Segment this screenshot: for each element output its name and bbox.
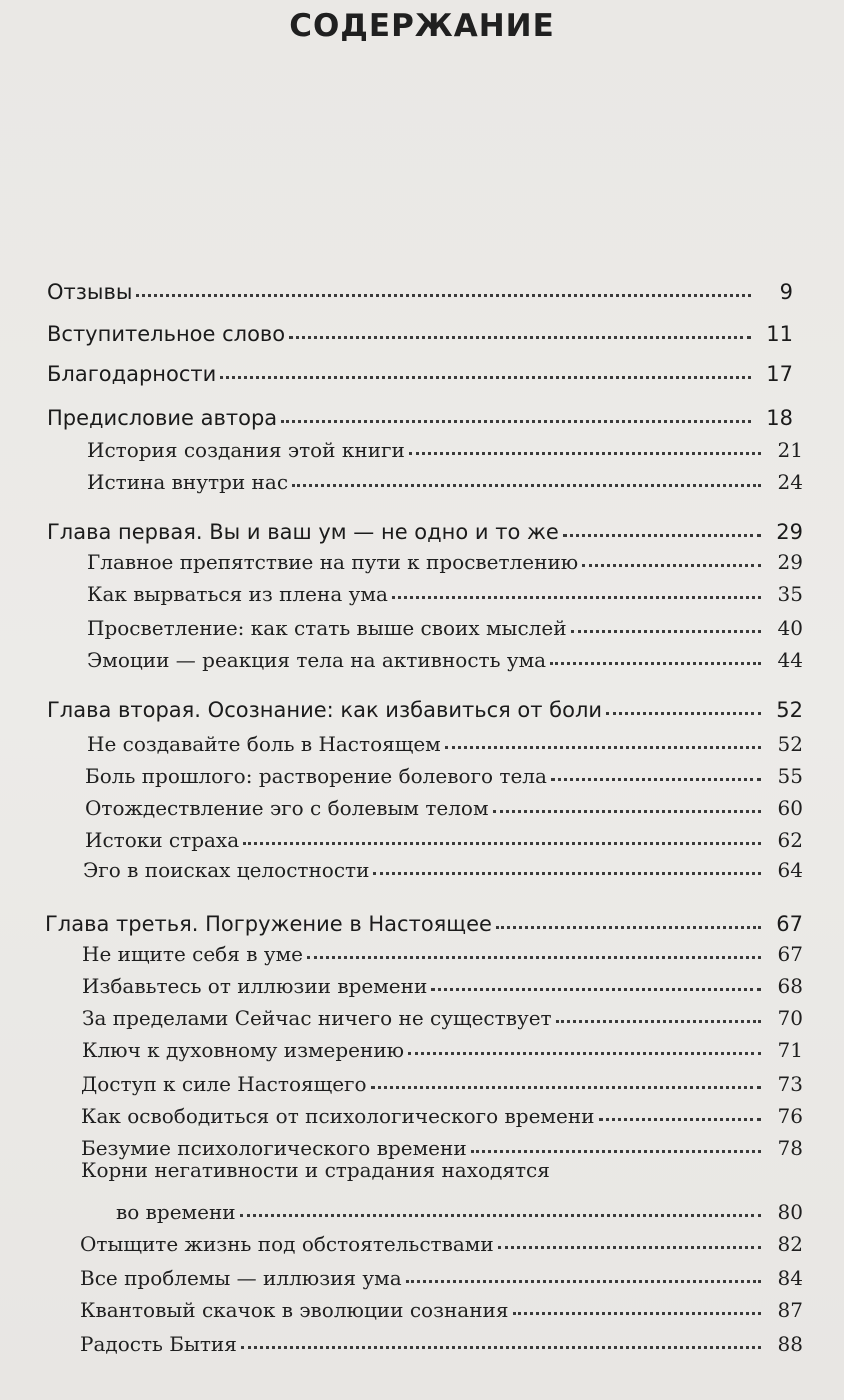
toc-entry-page: 62 bbox=[777, 828, 803, 852]
toc-entry bbox=[80, 1256, 803, 1290]
toc-entry-page: 64 bbox=[777, 858, 803, 882]
toc-entry-title: Просветление: как стать выше своих мыслей bbox=[87, 616, 567, 640]
toc-entry-title: Как освободиться от психологического времени bbox=[81, 1104, 595, 1128]
toc-entry-page: 29 bbox=[776, 520, 803, 544]
toc-entry-page: 17 bbox=[766, 362, 793, 386]
dot-leader bbox=[409, 452, 761, 455]
dot-leader bbox=[445, 746, 761, 749]
dot-leader bbox=[243, 842, 761, 845]
toc-entry bbox=[45, 902, 803, 936]
dot-leader bbox=[431, 988, 761, 991]
toc-entry-page: 40 bbox=[777, 616, 803, 640]
toc-entry-title: Радость Бытия bbox=[80, 1332, 237, 1356]
dot-leader bbox=[289, 336, 751, 339]
toc-entry-title: Благодарности bbox=[47, 362, 217, 386]
dot-leader bbox=[307, 956, 761, 959]
toc-entry-page: 60 bbox=[777, 796, 803, 820]
dot-leader bbox=[599, 1118, 762, 1121]
toc-entry-title: Глава первая. Вы и ваш ум — не одно и то же bbox=[47, 520, 559, 544]
toc-entry bbox=[80, 1288, 803, 1322]
toc-entry-title: Глава третья. Погружение в Настоящее bbox=[45, 912, 492, 936]
toc-entry-page: 52 bbox=[777, 732, 803, 756]
dot-leader bbox=[241, 1346, 761, 1349]
toc-entry-title: Все проблемы — иллюзия ума bbox=[80, 1266, 402, 1290]
toc-entry-page: 87 bbox=[777, 1298, 803, 1322]
toc-entry bbox=[82, 1028, 803, 1062]
toc-entry-title: Избавьтесь от иллюзии времени bbox=[82, 974, 428, 998]
toc-entry-page: 52 bbox=[776, 698, 803, 722]
toc-entry-title: Истоки страха bbox=[85, 828, 240, 852]
toc-entry-title: Предисловие автора bbox=[47, 406, 278, 430]
toc-entry-page: 44 bbox=[777, 648, 803, 672]
toc-entry-page: 70 bbox=[777, 1006, 803, 1030]
dot-leader bbox=[292, 484, 761, 487]
page-title: СОДЕРЖАНИЕ bbox=[289, 8, 555, 44]
toc-entry-page: 67 bbox=[777, 942, 803, 966]
toc-entry-page: 67 bbox=[776, 912, 803, 936]
toc-entry bbox=[82, 932, 803, 966]
toc-entry bbox=[87, 540, 803, 574]
toc-entry bbox=[87, 460, 803, 494]
dot-leader bbox=[371, 1086, 761, 1089]
toc-entry bbox=[85, 754, 803, 788]
toc-entry-page: 21 bbox=[777, 438, 803, 462]
toc-entry-page: 55 bbox=[777, 764, 803, 788]
toc-entry bbox=[87, 572, 803, 606]
toc-entry-title: Отождествление эго с болевым телом bbox=[85, 796, 489, 820]
dot-leader bbox=[582, 564, 761, 567]
dot-leader bbox=[550, 662, 761, 665]
toc-entry bbox=[47, 270, 793, 304]
dot-leader bbox=[240, 1214, 761, 1217]
toc-entry-title: Не создавайте боль в Настоящем bbox=[87, 732, 441, 756]
toc-entry-title: Боль прошлого: растворение болевого тела bbox=[85, 764, 547, 788]
dot-leader bbox=[563, 534, 761, 537]
toc-entry-page: 24 bbox=[777, 470, 803, 494]
toc-entry-title: Не ищите себя в уме bbox=[82, 942, 303, 966]
toc-entry-page: 35 bbox=[777, 582, 803, 606]
toc-entry bbox=[47, 312, 793, 346]
toc-entry-page: 18 bbox=[766, 406, 793, 430]
toc-entry-page: 80 bbox=[777, 1200, 803, 1224]
toc-entry bbox=[82, 964, 803, 998]
dot-leader bbox=[373, 872, 761, 875]
toc-entry-page: 29 bbox=[777, 550, 803, 574]
toc-entry-title: Отыщите жизнь под обстоятельствами bbox=[80, 1232, 494, 1256]
toc-entry bbox=[81, 1094, 803, 1128]
dot-leader bbox=[556, 1020, 761, 1023]
toc-entry bbox=[47, 688, 803, 722]
toc-entry-page: 82 bbox=[777, 1232, 803, 1256]
dot-leader bbox=[493, 810, 761, 813]
toc-entry-page: 88 bbox=[777, 1332, 803, 1356]
dot-leader bbox=[408, 1052, 761, 1055]
toc-entry-title: Истина внутри нас bbox=[87, 470, 289, 494]
toc-entry-title: Эмоции — реакция тела на активность ума bbox=[87, 648, 547, 672]
toc-entry bbox=[116, 1190, 803, 1224]
toc-entry-page: 68 bbox=[777, 974, 803, 998]
toc-entry bbox=[87, 428, 803, 462]
toc-entry-page: 73 bbox=[777, 1072, 803, 1096]
toc-entry bbox=[87, 722, 803, 756]
toc-entry-title: Вступительное слово bbox=[47, 322, 286, 346]
dot-leader bbox=[606, 712, 761, 715]
dot-leader bbox=[406, 1280, 761, 1283]
dot-leader bbox=[281, 420, 751, 423]
dot-leader bbox=[496, 926, 761, 929]
toc-entry-page: 11 bbox=[766, 322, 793, 346]
dot-leader bbox=[392, 596, 761, 599]
toc-entry-title: Доступ к силе Настоящего bbox=[81, 1072, 367, 1096]
toc-entry-title: Отзывы bbox=[47, 280, 133, 304]
dot-leader bbox=[513, 1312, 761, 1315]
dot-leader bbox=[551, 778, 761, 781]
toc-entry-title: История создания этой книги bbox=[87, 438, 405, 462]
toc-entry-page: 84 bbox=[777, 1266, 803, 1290]
toc-entry bbox=[47, 352, 793, 386]
toc-entry-page: 76 bbox=[777, 1104, 803, 1128]
dot-leader bbox=[471, 1150, 761, 1153]
dot-leader bbox=[220, 376, 751, 379]
dot-leader bbox=[136, 294, 751, 297]
toc-entry bbox=[47, 396, 793, 430]
toc-entry bbox=[47, 510, 803, 544]
toc-entry bbox=[80, 1322, 803, 1356]
toc-entry-title: Корни негативности и страдания находятся bbox=[81, 1158, 550, 1182]
toc-entry-page: 9 bbox=[779, 280, 793, 304]
toc-entry-title: Эго в поисках целостности bbox=[83, 858, 370, 882]
toc-entry bbox=[85, 818, 803, 852]
toc-entry-page: 78 bbox=[777, 1136, 803, 1160]
toc-entry-title: Ключ к духовному измерению bbox=[82, 1038, 405, 1062]
toc-entry-title: Глава вторая. Осознание: как избавиться от боли bbox=[47, 698, 603, 722]
toc-entry bbox=[80, 1222, 803, 1256]
dot-leader bbox=[498, 1246, 761, 1249]
toc-entry-title: Главное препятствие на пути к просветлению bbox=[87, 550, 579, 574]
toc-entry-title: Как вырваться из плена ума bbox=[87, 582, 388, 606]
dot-leader bbox=[571, 630, 761, 633]
toc-entry bbox=[87, 638, 803, 672]
toc-entry-title: во времени bbox=[116, 1200, 236, 1224]
toc-entry bbox=[85, 786, 803, 820]
toc-entry-page: 71 bbox=[777, 1038, 803, 1062]
toc-entry bbox=[82, 996, 803, 1030]
toc-entry-title: Квантовый скачок в эволюции сознания bbox=[80, 1298, 509, 1322]
toc-entry-title: За пределами Сейчас ничего не существует bbox=[82, 1006, 552, 1030]
toc-entry bbox=[81, 1062, 803, 1096]
toc-entry bbox=[81, 1126, 803, 1160]
toc-entry bbox=[83, 848, 803, 882]
toc-entry bbox=[87, 606, 803, 640]
toc-entry-title: Безумие психологического времени bbox=[81, 1136, 467, 1160]
